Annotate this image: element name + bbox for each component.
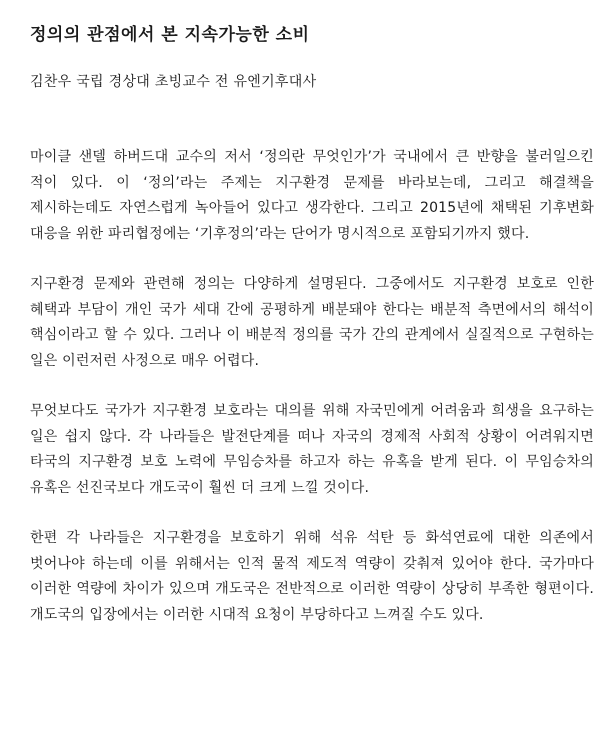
article-byline: 김찬우 국립 경상대 초빙교수 전 유엔기후대사 [30,74,317,90]
paragraph-1: 마이클 샌델 하버드대 교수의 저서 ‘정의란 무엇인가’가 국내에서 큰 반향을 불러일으킨 적이 있다. 이 ‘정의’라는 주제는 지구환경 문제를 바라보는데, 그리고 해결책을 제시하는데도 자연스럽게 녹아들어 있다고 생각한다. 그리고 2015년에 채택된 기후변화 대응을 위한 파리협정에는 ‘기후정의’라는 단어가 명시적으로 포함되기까지 했다. [30,149,594,242]
paragraph-4: 한편 각 나라들은 지구환경을 보호하기 위해 석유 석탄 등 화석연료에 대한 의존에서 벗어나야 하는데 이를 위해서는 인적 물적 제도적 역량이 갖춰져 있어야 한다. 국가마다 이러한 역량에 차이가 있으며 개도국은 전반적으로 이러한 역량이 상당히 부족한 형편이다. 개도국의 입장에서는 이러한 시대적 요청이 부당하다고 느껴질 수도 있다. [30,530,594,623]
article-body [30,145,594,628]
paragraph-2: 지구환경 문제와 관련해 정의는 다양하게 설명된다. 그중에서도 지구환경 보호로 인한 혜택과 부담이 개인 국가 세대 간에 공평하게 배분돼야 한다는 배분적 측면에서의 해석이 핵심이라고 할 수 있다. 그러나 이 배분적 정의를 국가 간의 관계에서 실질적으로 구현하는 일은 이런저런 사정으로 매우 어렵다. [30,276,594,369]
article-title: 정의의 관점에서 본 지속가능한 소비 [30,25,310,45]
article [30,22,594,653]
paragraph-3: 무엇보다도 국가가 지구환경 보호라는 대의를 위해 자국민에게 어려움과 희생을 요구하는 일은 쉽지 않다. 각 나라들은 발전단계를 떠나 자국의 경제적 사회적 상황이 어려워지면 타국의 지구환경 보호 노력에 무임승차를 하고자 하는 유혹을 받게 된다. 이 무임승차의 유혹은 선진국보다 개도국이 훨씬 더 크게 느낄 것이다. [30,403,594,496]
